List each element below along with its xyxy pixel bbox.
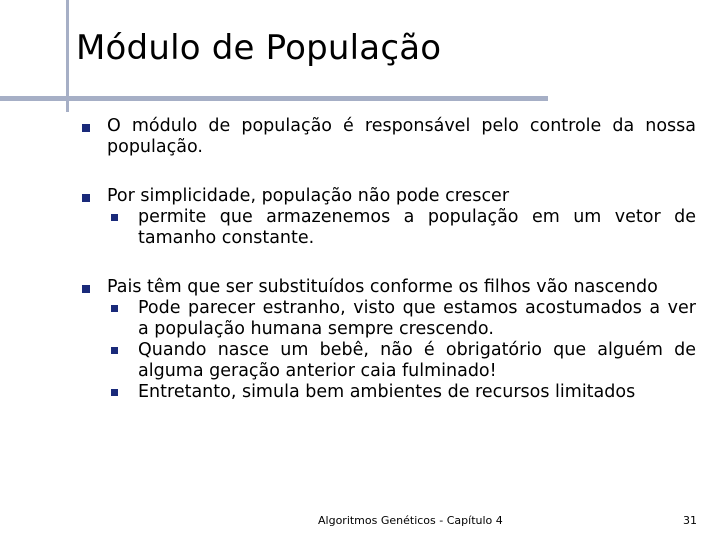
sub-bullet-item: [107, 207, 696, 249]
square-bullet-icon: [82, 194, 90, 202]
page-number: 31: [683, 514, 697, 527]
title-underline: [0, 96, 548, 101]
sub-bullet-text: Pode parecer estranho, visto que estamos acostumados a ver a população humana sempre crescendo.: [138, 298, 696, 339]
square-bullet-icon: [82, 124, 90, 132]
bullet-item: [80, 277, 696, 403]
sub-bullet-text: permite que armazenemos a população em um vetor de tamanho constante.: [138, 207, 696, 248]
slide-title: Módulo de População: [76, 28, 442, 68]
sub-bullet-text: Entretanto, simula bem ambientes de recursos limitados: [138, 382, 636, 402]
square-bullet-icon: [111, 389, 118, 396]
sub-bullet-item: [107, 382, 696, 403]
slide-body: [80, 116, 696, 431]
bullet-item: [80, 116, 696, 158]
sub-bullet-item: [107, 298, 696, 340]
slide-footer: Algoritmos Genéticos - Capítulo 4: [318, 514, 503, 527]
sub-bullet-item: [107, 340, 696, 382]
square-bullet-icon: [111, 305, 118, 312]
bullet-text: Por simplicidade, população não pode crescer: [107, 186, 510, 206]
square-bullet-icon: [82, 285, 90, 293]
square-bullet-icon: [111, 347, 118, 354]
bullet-text: O módulo de população é responsável pelo controle da nossa população.: [107, 116, 696, 157]
bullet-item: [80, 186, 696, 249]
sub-bullet-text: Quando nasce um bebê, não é obrigatório que alguém de alguma geração anterior caia fulminado!: [138, 340, 696, 381]
square-bullet-icon: [111, 214, 118, 221]
bullet-text: Pais têm que ser substituídos conforme os filhos vão nascendo: [107, 277, 658, 297]
